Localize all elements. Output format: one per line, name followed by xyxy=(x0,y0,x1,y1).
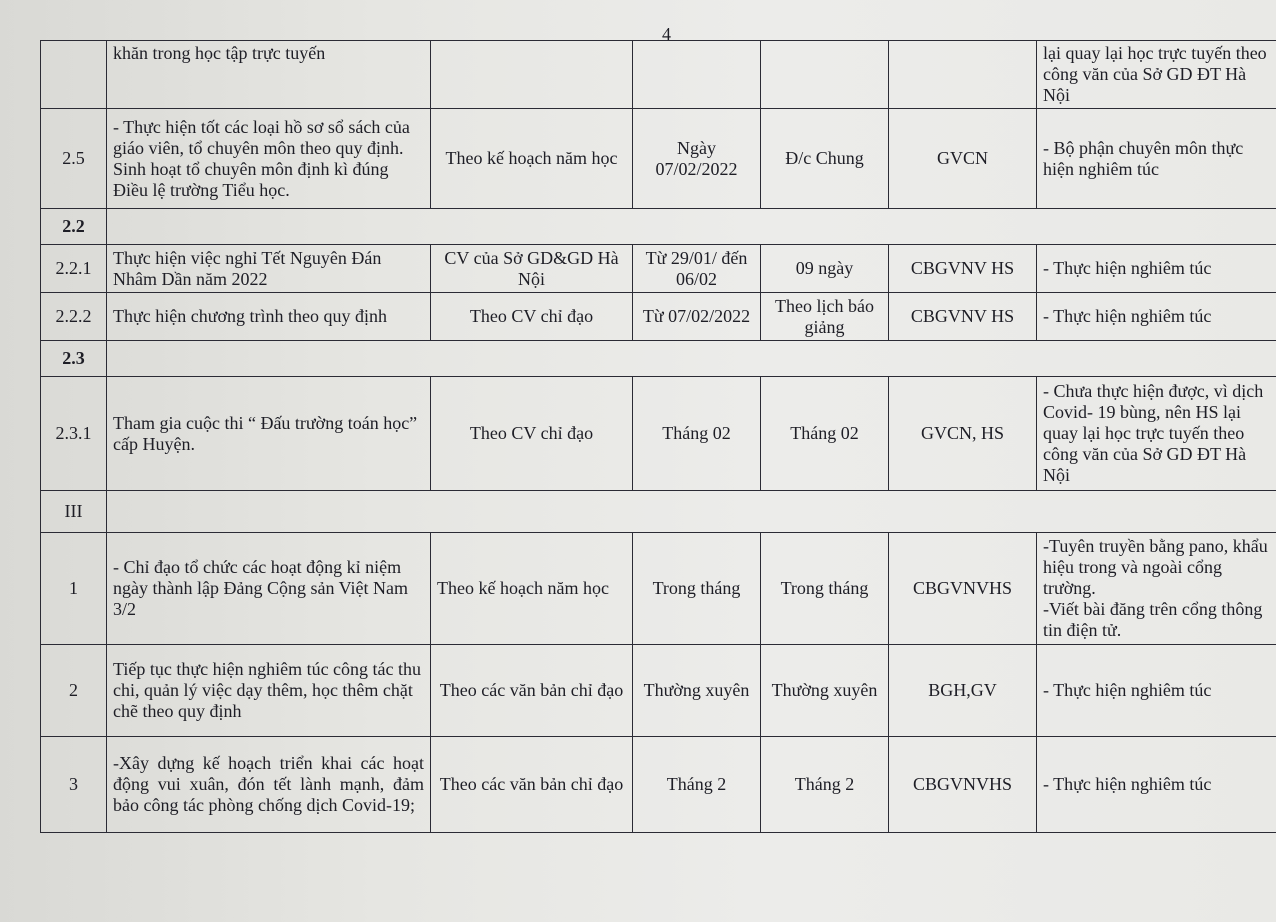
plan-table-wrapper xyxy=(40,40,1276,833)
table-row xyxy=(41,245,1276,293)
row-time: Tháng 2 xyxy=(633,737,761,833)
row-participants xyxy=(889,41,1037,109)
row-content: - Thực hiện tốt các loại hồ sơ sổ sách của giáo viên, tổ chuyên môn theo quy định. Sinh hoạt tổ chuyên môn định kì đúng Điều lệ trường Tiểu học. xyxy=(107,109,431,209)
row-duration: Thường xuyên xyxy=(761,645,889,737)
row-result: - Bộ phận chuyên môn thực hiện nghiêm túc xyxy=(1037,109,1276,209)
row-participants: CBGVNVHS xyxy=(889,737,1037,833)
row-index: 2.3.1 xyxy=(41,377,107,491)
row-index: 2.2.2 xyxy=(41,293,107,341)
row-index: 1 xyxy=(41,533,107,645)
plan-table xyxy=(40,40,1276,833)
row-duration: Theo lịch báo giảng xyxy=(761,293,889,341)
row-participants: CBGVNVHS xyxy=(889,533,1037,645)
section-blank xyxy=(107,209,1276,245)
result-line: -Tuyên truyền bằng pano, khẩu hiệu trong và ngoài cổng trường. xyxy=(1043,536,1268,598)
row-participants: GVCN, HS xyxy=(889,377,1037,491)
section-index: III xyxy=(41,491,107,533)
row-participants: CBGVNV HS xyxy=(889,245,1037,293)
row-content: Thực hiện chương trình theo quy định xyxy=(107,293,431,341)
row-result: - Thực hiện nghiêm túc xyxy=(1037,737,1276,833)
row-participants: BGH,GV xyxy=(889,645,1037,737)
row-result xyxy=(1037,533,1276,645)
row-basis: Theo các văn bản chỉ đạo xyxy=(431,737,633,833)
section-row xyxy=(41,491,1276,533)
table-row xyxy=(41,109,1276,209)
row-index: 2.5 xyxy=(41,109,107,209)
table-row xyxy=(41,377,1276,491)
table-row xyxy=(41,645,1276,737)
row-duration: Tháng 2 xyxy=(761,737,889,833)
row-basis: Theo CV chỉ đạo xyxy=(431,293,633,341)
row-result: lại quay lại học trực tuyến theo công văn của Sở GD ĐT Hà Nội xyxy=(1037,41,1276,109)
section-blank xyxy=(107,341,1276,377)
row-duration: Trong tháng xyxy=(761,533,889,645)
section-row xyxy=(41,209,1276,245)
table-row xyxy=(41,533,1276,645)
row-time: Từ 07/02/2022 xyxy=(633,293,761,341)
page-number: 4 xyxy=(662,24,671,44)
row-index xyxy=(41,41,107,109)
row-time: Thường xuyên xyxy=(633,645,761,737)
table-row xyxy=(41,41,1276,109)
section-index: 2.2 xyxy=(41,209,107,245)
row-duration: 09 ngày xyxy=(761,245,889,293)
row-duration xyxy=(761,41,889,109)
row-basis: Theo các văn bản chỉ đạo xyxy=(431,645,633,737)
row-time xyxy=(633,41,761,109)
row-basis xyxy=(431,41,633,109)
section-blank xyxy=(107,491,1276,533)
row-content: Tham gia cuộc thi “ Đấu trường toán học” cấp Huyện. xyxy=(107,377,431,491)
row-time: Ngày 07/02/2022 xyxy=(633,109,761,209)
row-index: 2 xyxy=(41,645,107,737)
row-participants: CBGVNV HS xyxy=(889,293,1037,341)
row-time: Từ 29/01/ đến 06/02 xyxy=(633,245,761,293)
section-index: 2.3 xyxy=(41,341,107,377)
section-row xyxy=(41,341,1276,377)
row-content: -Xây dựng kế hoạch triển khai các hoạt động vui xuân, đón tết lành mạnh, đảm bảo công tác phòng chống dịch Covid-19; xyxy=(107,737,431,833)
row-time: Trong tháng xyxy=(633,533,761,645)
table-row xyxy=(41,737,1276,833)
table-row xyxy=(41,293,1276,341)
row-basis: Theo CV chỉ đạo xyxy=(431,377,633,491)
row-result: - Thực hiện nghiêm túc xyxy=(1037,293,1276,341)
row-content: khăn trong học tập trực tuyến xyxy=(107,41,431,109)
row-duration: Tháng 02 xyxy=(761,377,889,491)
row-result: - Chưa thực hiện được, vì dịch Covid- 19 bùng, nên HS lại quay lại học trực tuyến theo công văn của Sở GD ĐT Hà Nội xyxy=(1037,377,1276,491)
row-result: - Thực hiện nghiêm túc xyxy=(1037,645,1276,737)
row-basis: Theo kế hoạch năm học xyxy=(431,533,633,645)
row-content: - Chỉ đạo tổ chức các hoạt động kỉ niệm ngày thành lập Đảng Cộng sản Việt Nam 3/2 xyxy=(107,533,431,645)
row-time: Tháng 02 xyxy=(633,377,761,491)
row-result: - Thực hiện nghiêm túc xyxy=(1037,245,1276,293)
row-content: Tiếp tục thực hiện nghiêm túc công tác thu chi, quản lý việc dạy thêm, học thêm chặt chẽ theo quy định xyxy=(107,645,431,737)
row-index: 2.2.1 xyxy=(41,245,107,293)
result-line: -Viết bài đăng trên cổng thông tin điện tử. xyxy=(1043,599,1263,640)
row-participants: GVCN xyxy=(889,109,1037,209)
row-content: Thực hiện việc nghỉ Tết Nguyên Đán Nhâm Dần năm 2022 xyxy=(107,245,431,293)
row-basis: Theo kế hoạch năm học xyxy=(431,109,633,209)
row-basis: CV của Sở GD&GD Hà Nội xyxy=(431,245,633,293)
row-duration: Đ/c Chung xyxy=(761,109,889,209)
row-index: 3 xyxy=(41,737,107,833)
